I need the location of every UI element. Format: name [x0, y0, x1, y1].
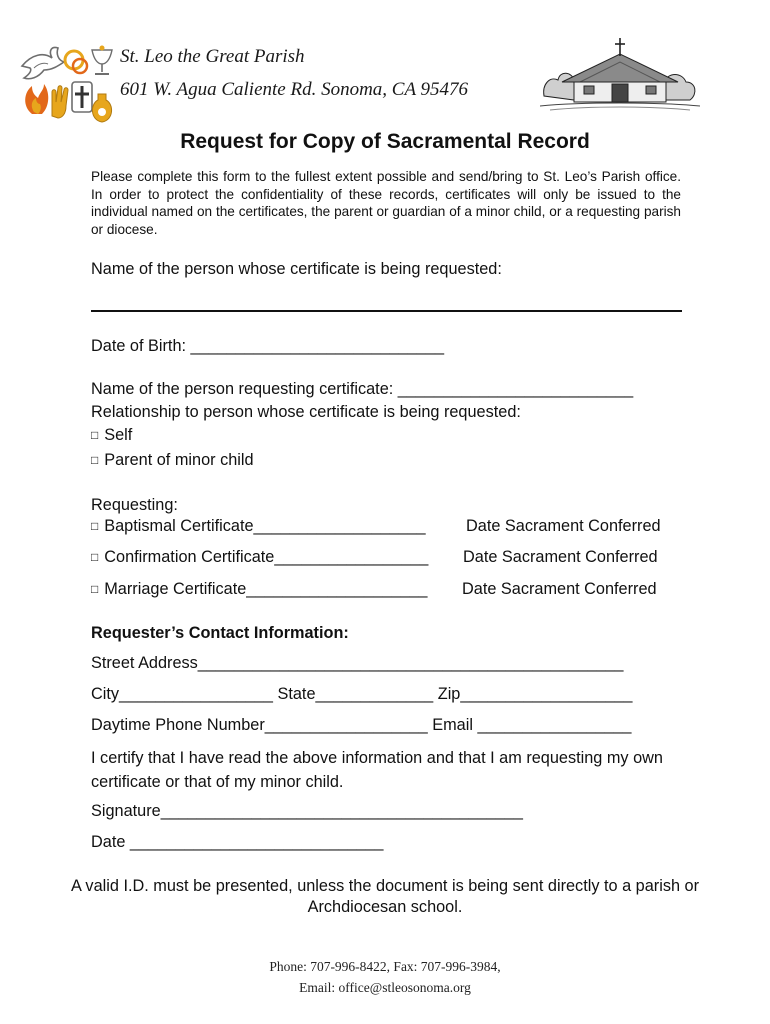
chalice-icon [92, 46, 112, 75]
checkbox-icon[interactable]: □ [91, 582, 99, 596]
certificate-label: Baptismal Certificate___________________ [104, 517, 426, 535]
subject-name-field[interactable] [91, 310, 682, 312]
relationship-option-label: Parent of minor child [104, 451, 254, 469]
intro-paragraph: Please complete this form to the fullest extent possible and send/bring to St. Leo’s Parish office. In order to protect the confidentiality of these records, certificates will only be issued to the individual named on the certificates, the parent or guardian of a minor child, or a requesting parish or diocese. [91, 169, 681, 237]
relationship-option-self[interactable] [91, 426, 132, 445]
checkbox-icon[interactable]: □ [91, 428, 99, 442]
rings-icon [65, 51, 87, 73]
relationship-option-label: Self [104, 426, 133, 444]
street-address-field[interactable]: Street Address_______________________________________________ [91, 654, 624, 672]
marriage-date-label: Date Sacrament Conferred [462, 580, 657, 598]
confirmation-date-label: Date Sacrament Conferred [463, 548, 658, 566]
parish-address: 601 W. Agua Caliente Rd. Sonoma, CA 95476 [120, 79, 468, 100]
footer-phone-fax: Phone: 707-996-8422, Fax: 707-996-3984, [269, 959, 501, 974]
cross-icon [72, 82, 92, 112]
date-of-birth-field[interactable]: Date of Birth: ____________________________ [91, 337, 445, 355]
baptismal-date-label: Date Sacrament Conferred [466, 517, 661, 535]
dove-icon [22, 47, 64, 78]
contact-heading: Requester’s Contact Information: [91, 624, 349, 642]
id-notice: A valid I.D. must be presented, unless the document is being sent directly to a parish or Archdiocesan school. [70, 877, 700, 916]
hands-icon [52, 86, 68, 118]
phone-email-field[interactable]: Daytime Phone Number__________________ Email _________________ [91, 716, 632, 734]
relationship-label: Relationship to person whose certificate is being requested: [91, 403, 521, 421]
flame-icon [25, 84, 48, 114]
form-title: Request for Copy of Sacramental Record [180, 130, 590, 153]
footer [0, 956, 770, 998]
signature-field[interactable]: Signature________________________________________ [91, 802, 523, 820]
city-state-zip-field[interactable]: City_________________ State_____________ Zip___________________ [91, 685, 633, 703]
date-field[interactable]: Date ____________________________ [91, 833, 384, 851]
certificate-label: Marriage Certificate____________________ [104, 580, 428, 598]
parish-logo [18, 44, 116, 134]
checkbox-icon[interactable]: □ [91, 550, 99, 564]
oil-vessel-icon [92, 94, 111, 122]
relationship-option-parent[interactable] [91, 451, 254, 470]
requesting-label: Requesting: [91, 496, 178, 514]
marriage-certificate-option[interactable] [91, 580, 427, 599]
church-illustration [540, 36, 700, 112]
certification-statement: I certify that I have read the above information and that I am requesting my own certificate or that of my minor child. [91, 749, 663, 791]
baptismal-certificate-option[interactable] [91, 517, 426, 536]
requester-name-field[interactable]: Name of the person requesting certificate: __________________________ [91, 380, 634, 398]
footer-email: Email: office@stleosonoma.org [299, 980, 471, 995]
parish-name: St. Leo the Great Parish [120, 46, 305, 67]
certificate-label: Confirmation Certificate_________________ [104, 548, 429, 566]
checkbox-icon[interactable]: □ [91, 453, 99, 467]
checkbox-icon[interactable]: □ [91, 519, 99, 533]
church-icon [540, 38, 700, 110]
confirmation-certificate-option[interactable] [91, 548, 428, 567]
subject-name-label: Name of the person whose certificate is being requested: [91, 260, 502, 278]
